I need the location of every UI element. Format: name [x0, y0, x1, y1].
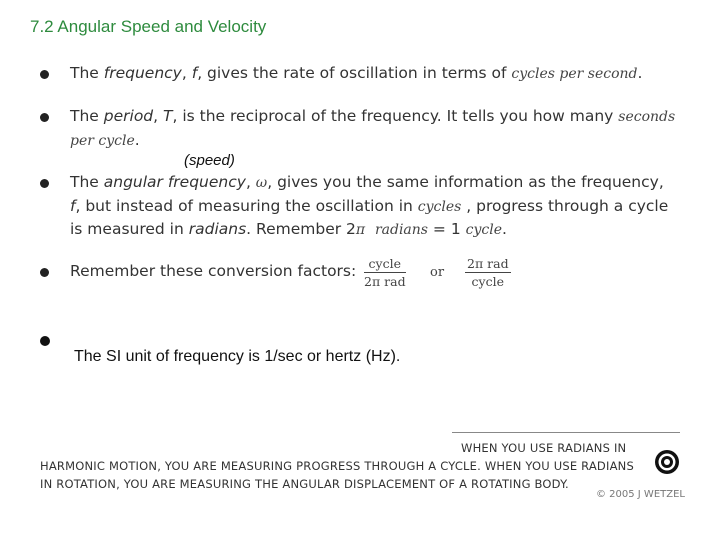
bullet-period-cont: [70, 131, 140, 149]
term-radians: radians: [188, 220, 247, 238]
symbol-T: T: [163, 107, 173, 125]
note-line-3: IN ROTATION, YOU ARE MEASURING THE ANGULAR DISPLACEMENT OF A ROTATING BODY.: [40, 477, 569, 491]
bullet-frequency: [70, 64, 642, 82]
text: .: [501, 220, 507, 238]
bullet-angular-frequency: [70, 173, 664, 191]
text: , gives you the same information as the frequency,: [267, 173, 664, 191]
symbol-f: f: [191, 64, 198, 82]
bullet-dot: [40, 336, 50, 346]
fraction-denominator: 2π rad: [364, 274, 406, 289]
term-cycles: cycles: [417, 199, 462, 215]
target-icon: [654, 449, 680, 475]
text: The: [70, 173, 104, 191]
term-radians: radians: [374, 222, 428, 238]
symbol-f: f: [70, 197, 76, 215]
term-per-cycle: per cycle: [70, 133, 135, 149]
text: ,: [245, 173, 256, 191]
text: ,: [153, 107, 164, 125]
si-unit-text: The SI unit of frequency is 1/sec or hertz (Hz).: [74, 348, 401, 365]
symbol-omega: ω: [255, 175, 268, 191]
term-period: period: [103, 107, 154, 125]
symbol-pi: π: [355, 222, 366, 238]
or-label: or: [430, 265, 445, 280]
text: is measured in: [70, 220, 189, 238]
text: = 1: [427, 220, 466, 238]
slide-title: 7.2 Angular Speed and Velocity: [30, 17, 267, 36]
text: . Remember 2: [246, 220, 356, 238]
conversion-fraction-2: [465, 256, 511, 289]
text: , progress through a cycle: [461, 197, 669, 215]
fraction-numerator: cycle: [364, 256, 406, 273]
text: ,: [181, 64, 192, 82]
bullet-conversion: Remember these conversion factors:: [70, 262, 357, 280]
bullet-angular-frequency-line3: [70, 220, 507, 238]
fraction-numerator: 2π rad: [467, 256, 509, 271]
bullet-dot: [40, 268, 49, 277]
term-frequency: frequency: [103, 64, 182, 82]
text: , is the reciprocal of the frequency. It tells you how many: [172, 107, 619, 125]
term-cycle: cycle: [465, 222, 502, 238]
text: The: [70, 107, 104, 125]
bullet-period: [70, 107, 675, 125]
copyright: © 2005 J WETZEL: [596, 489, 685, 500]
speed-annotation: (speed): [184, 152, 235, 169]
conversion-fraction-1: [364, 256, 406, 289]
text: .: [637, 64, 643, 82]
note-line-1: WHEN YOU USE RADIANS IN: [461, 441, 627, 455]
bullet-dot: [40, 113, 49, 122]
divider: [452, 432, 680, 433]
bullet-dot: [40, 70, 49, 79]
text: , gives the rate of oscillation in terms of: [197, 64, 512, 82]
text: , but instead of measuring the oscillation in: [75, 197, 418, 215]
bullet-angular-frequency-line2: [70, 197, 668, 215]
text: .: [134, 131, 140, 149]
term-seconds: seconds: [618, 109, 676, 125]
text: The: [70, 64, 104, 82]
term-angular-frequency: angular frequency: [103, 173, 246, 191]
note-line-2: HARMONIC MOTION, YOU ARE MEASURING PROGRESS THROUGH A CYCLE. WHEN YOU USE RADIANS: [40, 459, 634, 473]
term-cycles-per-second: cycles per second: [511, 66, 638, 82]
fraction-denominator: cycle: [471, 274, 505, 289]
bullet-dot: [40, 179, 49, 188]
